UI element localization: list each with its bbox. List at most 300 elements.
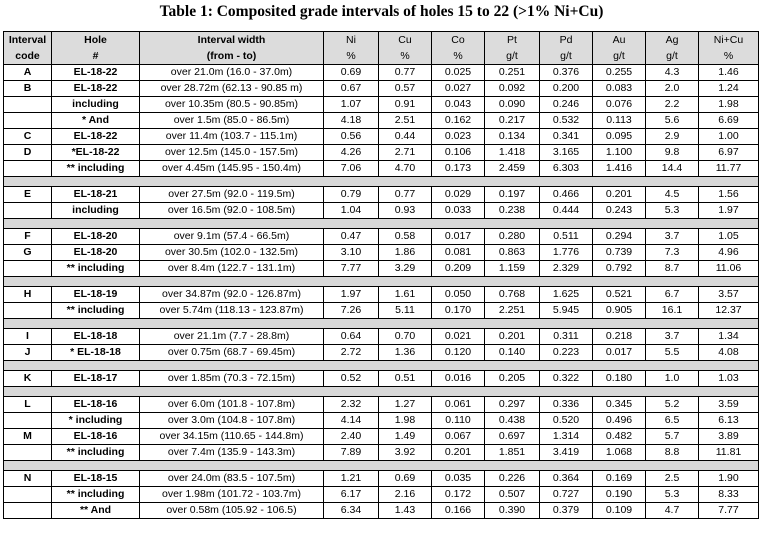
cell-interval: over 1.98m (101.72 - 103.7m)	[140, 487, 324, 503]
header-co-unit: %	[432, 48, 485, 65]
cell-co: 0.035	[432, 471, 485, 487]
cell-ni: 0.47	[324, 229, 379, 245]
cell-cu: 0.57	[379, 81, 432, 97]
cell-code: A	[4, 65, 52, 81]
cell-hole: EL-18-22	[52, 81, 140, 97]
cell-code	[4, 303, 52, 319]
cell-pd: 0.511	[540, 229, 593, 245]
cell-ag: 2.0	[646, 81, 699, 97]
header-co-name: Co	[432, 32, 485, 49]
cell-ag: 5.6	[646, 113, 699, 129]
cell-pt: 0.251	[485, 65, 540, 81]
cell-interval: over 16.5m (92.0 - 108.5m)	[140, 203, 324, 219]
cell-ni: 2.40	[324, 429, 379, 445]
cell-au: 0.496	[593, 413, 646, 429]
cell-code: L	[4, 397, 52, 413]
table-row	[4, 97, 759, 113]
cell-code	[4, 503, 52, 519]
cell-au: 0.095	[593, 129, 646, 145]
cell-ni: 0.69	[324, 65, 379, 81]
cell-cu: 0.77	[379, 187, 432, 203]
cell-pt: 1.159	[485, 261, 540, 277]
cell-code	[4, 487, 52, 503]
cell-hole: EL-18-22	[52, 65, 140, 81]
cell-ag: 2.5	[646, 471, 699, 487]
cell-au: 0.345	[593, 397, 646, 413]
cell-ni: 4.14	[324, 413, 379, 429]
table-row	[4, 145, 759, 161]
table-row	[4, 471, 759, 487]
cell-cu: 1.61	[379, 287, 432, 303]
cell-ni: 0.79	[324, 187, 379, 203]
cell-pd: 0.727	[540, 487, 593, 503]
cell-au: 0.792	[593, 261, 646, 277]
cell-pd: 3.419	[540, 445, 593, 461]
cell-nicu: 6.97	[699, 145, 759, 161]
cell-pt: 0.863	[485, 245, 540, 261]
cell-pd: 1.776	[540, 245, 593, 261]
cell-pt: 1.851	[485, 445, 540, 461]
table-row	[4, 371, 759, 387]
table-row	[4, 81, 759, 97]
header-nicu-unit: %	[699, 48, 759, 65]
cell-ag: 7.3	[646, 245, 699, 261]
table-row	[4, 329, 759, 345]
separator-cell	[4, 319, 759, 329]
separator-cell	[4, 177, 759, 187]
cell-ni: 7.77	[324, 261, 379, 277]
header-pt-name: Pt	[485, 32, 540, 49]
table-row	[4, 345, 759, 361]
cell-interval: over 8.4m (122.7 - 131.1m)	[140, 261, 324, 277]
cell-interval: over 34.87m (92.0 - 126.87m)	[140, 287, 324, 303]
header-cu-unit: %	[379, 48, 432, 65]
cell-co: 0.162	[432, 113, 485, 129]
cell-co: 0.025	[432, 65, 485, 81]
header-au-unit: g/t	[593, 48, 646, 65]
separator-cell	[4, 387, 759, 397]
table-row	[4, 413, 759, 429]
cell-pd: 0.466	[540, 187, 593, 203]
cell-co: 0.027	[432, 81, 485, 97]
header-pd-name: Pd	[540, 32, 593, 49]
group-separator	[4, 277, 759, 287]
cell-nicu: 3.57	[699, 287, 759, 303]
table-row	[4, 113, 759, 129]
cell-au: 0.017	[593, 345, 646, 361]
cell-ni: 1.07	[324, 97, 379, 113]
cell-nicu: 1.03	[699, 371, 759, 387]
cell-ni: 3.10	[324, 245, 379, 261]
cell-interval: over 10.35m (80.5 - 90.85m)	[140, 97, 324, 113]
table-row	[4, 397, 759, 413]
cell-interval: over 24.0m (83.5 - 107.5m)	[140, 471, 324, 487]
cell-nicu: 1.34	[699, 329, 759, 345]
cell-interval: over 4.45m (145.95 - 150.4m)	[140, 161, 324, 177]
cell-au: 0.169	[593, 471, 646, 487]
cell-pd: 0.246	[540, 97, 593, 113]
cell-hole: ** including	[52, 303, 140, 319]
table-row	[4, 65, 759, 81]
cell-pd: 0.311	[540, 329, 593, 345]
cell-code: N	[4, 471, 52, 487]
cell-ag: 2.2	[646, 97, 699, 113]
group-separator	[4, 177, 759, 187]
table-row	[4, 129, 759, 145]
cell-co: 0.016	[432, 371, 485, 387]
cell-nicu: 11.77	[699, 161, 759, 177]
cell-hole: EL-18-18	[52, 329, 140, 345]
cell-interval: over 0.58m (105.92 - 106.5)	[140, 503, 324, 519]
cell-co: 0.173	[432, 161, 485, 177]
cell-pd: 5.945	[540, 303, 593, 319]
cell-cu: 1.49	[379, 429, 432, 445]
table-row	[4, 429, 759, 445]
cell-pd: 3.165	[540, 145, 593, 161]
cell-interval: over 21.0m (16.0 - 37.0m)	[140, 65, 324, 81]
cell-hole: ** including	[52, 161, 140, 177]
cell-pd: 1.314	[540, 429, 593, 445]
cell-co: 0.043	[432, 97, 485, 113]
table-row	[4, 287, 759, 303]
cell-co: 0.021	[432, 329, 485, 345]
cell-interval: over 12.5m (145.0 - 157.5m)	[140, 145, 324, 161]
cell-ag: 5.3	[646, 203, 699, 219]
cell-code: J	[4, 345, 52, 361]
cell-ag: 4.5	[646, 187, 699, 203]
cell-co: 0.061	[432, 397, 485, 413]
cell-pt: 0.134	[485, 129, 540, 145]
cell-hole: including	[52, 203, 140, 219]
cell-code: I	[4, 329, 52, 345]
cell-au: 0.076	[593, 97, 646, 113]
header-code-unit: code	[4, 48, 52, 65]
cell-au: 1.100	[593, 145, 646, 161]
cell-interval: over 0.75m (68.7 - 69.45m)	[140, 345, 324, 361]
table-header	[4, 32, 759, 65]
cell-ni: 2.32	[324, 397, 379, 413]
cell-nicu: 8.33	[699, 487, 759, 503]
table-row	[4, 303, 759, 319]
cell-interval: over 34.15m (110.65 - 144.8m)	[140, 429, 324, 445]
table-title: Table 1: Composited grade intervals of holes 15 to 22 (>1% Ni+Cu)	[159, 3, 604, 20]
cell-ag: 14.4	[646, 161, 699, 177]
cell-hole: EL-18-16	[52, 429, 140, 445]
cell-cu: 5.11	[379, 303, 432, 319]
cell-pt: 0.092	[485, 81, 540, 97]
cell-hole: EL-18-16	[52, 397, 140, 413]
header-cu-name: Cu	[379, 32, 432, 49]
cell-nicu: 1.97	[699, 203, 759, 219]
cell-pd: 0.223	[540, 345, 593, 361]
cell-pt: 0.226	[485, 471, 540, 487]
cell-code	[4, 113, 52, 129]
cell-hole: EL-18-20	[52, 245, 140, 261]
cell-pt: 0.280	[485, 229, 540, 245]
cell-au: 0.083	[593, 81, 646, 97]
cell-ni: 7.06	[324, 161, 379, 177]
cell-pt: 1.418	[485, 145, 540, 161]
cell-co: 0.166	[432, 503, 485, 519]
cell-ni: 0.64	[324, 329, 379, 345]
cell-ni: 0.52	[324, 371, 379, 387]
cell-nicu: 1.90	[699, 471, 759, 487]
cell-code: H	[4, 287, 52, 303]
header-hole-name: Hole	[52, 32, 140, 49]
cell-code	[4, 413, 52, 429]
cell-cu: 4.70	[379, 161, 432, 177]
cell-au: 0.739	[593, 245, 646, 261]
cell-nicu: 1.24	[699, 81, 759, 97]
table-row	[4, 487, 759, 503]
cell-co: 0.110	[432, 413, 485, 429]
cell-au: 0.243	[593, 203, 646, 219]
cell-interval: over 27.5m (92.0 - 119.5m)	[140, 187, 324, 203]
cell-ni: 1.04	[324, 203, 379, 219]
cell-cu: 3.29	[379, 261, 432, 277]
table-row	[4, 445, 759, 461]
cell-cu: 1.86	[379, 245, 432, 261]
cell-pd: 0.444	[540, 203, 593, 219]
cell-hole: ** including	[52, 487, 140, 503]
cell-au: 0.482	[593, 429, 646, 445]
cell-nicu: 1.98	[699, 97, 759, 113]
header-ni-name: Ni	[324, 32, 379, 49]
cell-interval: over 30.5m (102.0 - 132.5m)	[140, 245, 324, 261]
cell-hole: EL-18-15	[52, 471, 140, 487]
cell-interval: over 21.1m (7.7 - 28.8m)	[140, 329, 324, 345]
cell-au: 0.905	[593, 303, 646, 319]
cell-co: 0.201	[432, 445, 485, 461]
cell-au: 0.113	[593, 113, 646, 129]
cell-ag: 8.7	[646, 261, 699, 277]
cell-hole: EL-18-20	[52, 229, 140, 245]
cell-co: 0.170	[432, 303, 485, 319]
cell-nicu: 11.81	[699, 445, 759, 461]
cell-co: 0.106	[432, 145, 485, 161]
cell-pt: 0.238	[485, 203, 540, 219]
header-pd-unit: g/t	[540, 48, 593, 65]
cell-ni: 0.67	[324, 81, 379, 97]
header-code-name: Interval	[4, 32, 52, 49]
cell-ag: 16.1	[646, 303, 699, 319]
cell-code: E	[4, 187, 52, 203]
cell-ag: 5.7	[646, 429, 699, 445]
cell-pt: 0.217	[485, 113, 540, 129]
cell-cu: 0.58	[379, 229, 432, 245]
cell-au: 1.416	[593, 161, 646, 177]
group-separator	[4, 461, 759, 471]
cell-interval: over 5.74m (118.13 - 123.87m)	[140, 303, 324, 319]
cell-pt: 0.297	[485, 397, 540, 413]
cell-interval: over 3.0m (104.8 - 107.8m)	[140, 413, 324, 429]
table-row	[4, 203, 759, 219]
cell-cu: 1.43	[379, 503, 432, 519]
separator-cell	[4, 219, 759, 229]
cell-ag: 3.7	[646, 329, 699, 345]
group-separator	[4, 319, 759, 329]
cell-cu: 0.93	[379, 203, 432, 219]
cell-au: 0.255	[593, 65, 646, 81]
cell-pd: 0.364	[540, 471, 593, 487]
cell-nicu: 6.13	[699, 413, 759, 429]
cell-code: G	[4, 245, 52, 261]
cell-co: 0.172	[432, 487, 485, 503]
header-pt-unit: g/t	[485, 48, 540, 65]
cell-pd: 0.336	[540, 397, 593, 413]
table-row	[4, 261, 759, 277]
cell-pt: 0.140	[485, 345, 540, 361]
cell-au: 0.190	[593, 487, 646, 503]
cell-hole: * EL-18-18	[52, 345, 140, 361]
cell-code: K	[4, 371, 52, 387]
cell-au: 0.180	[593, 371, 646, 387]
cell-nicu: 1.00	[699, 129, 759, 145]
cell-pt: 2.459	[485, 161, 540, 177]
cell-pd: 0.532	[540, 113, 593, 129]
cell-cu: 0.70	[379, 329, 432, 345]
cell-pd: 0.379	[540, 503, 593, 519]
cell-pd: 0.200	[540, 81, 593, 97]
cell-nicu: 3.59	[699, 397, 759, 413]
table-row	[4, 245, 759, 261]
cell-code	[4, 203, 52, 219]
cell-ni: 7.26	[324, 303, 379, 319]
cell-cu: 0.44	[379, 129, 432, 145]
cell-hole: *EL-18-22	[52, 145, 140, 161]
cell-co: 0.209	[432, 261, 485, 277]
cell-interval: over 9.1m (57.4 - 66.5m)	[140, 229, 324, 245]
cell-hole: * including	[52, 413, 140, 429]
cell-cu: 0.77	[379, 65, 432, 81]
cell-code	[4, 261, 52, 277]
cell-pt: 0.201	[485, 329, 540, 345]
cell-nicu: 4.96	[699, 245, 759, 261]
cell-code: B	[4, 81, 52, 97]
cell-code: D	[4, 145, 52, 161]
cell-nicu: 4.08	[699, 345, 759, 361]
cell-co: 0.081	[432, 245, 485, 261]
cell-cu: 1.27	[379, 397, 432, 413]
cell-ag: 4.7	[646, 503, 699, 519]
cell-nicu: 6.69	[699, 113, 759, 129]
cell-pt: 0.390	[485, 503, 540, 519]
cell-pt: 0.507	[485, 487, 540, 503]
cell-cu: 0.91	[379, 97, 432, 113]
cell-pt: 0.197	[485, 187, 540, 203]
table-row	[4, 161, 759, 177]
cell-ag: 3.7	[646, 229, 699, 245]
cell-ag: 2.9	[646, 129, 699, 145]
separator-cell	[4, 461, 759, 471]
cell-au: 0.201	[593, 187, 646, 203]
group-separator	[4, 219, 759, 229]
cell-hole: EL-18-17	[52, 371, 140, 387]
cell-co: 0.017	[432, 229, 485, 245]
cell-nicu: 1.05	[699, 229, 759, 245]
cell-cu: 2.71	[379, 145, 432, 161]
cell-ni: 1.97	[324, 287, 379, 303]
cell-code	[4, 97, 52, 113]
separator-cell	[4, 361, 759, 371]
cell-nicu: 1.56	[699, 187, 759, 203]
cell-ag: 5.3	[646, 487, 699, 503]
cell-ag: 5.2	[646, 397, 699, 413]
table-row	[4, 503, 759, 519]
cell-pd: 0.322	[540, 371, 593, 387]
cell-interval: over 1.5m (85.0 - 86.5m)	[140, 113, 324, 129]
cell-ag: 8.8	[646, 445, 699, 461]
cell-ag: 6.7	[646, 287, 699, 303]
cell-pt: 0.205	[485, 371, 540, 387]
cell-hole: ** including	[52, 445, 140, 461]
cell-au: 0.218	[593, 329, 646, 345]
cell-ni: 7.89	[324, 445, 379, 461]
table-row	[4, 187, 759, 203]
cell-au: 0.521	[593, 287, 646, 303]
cell-ni: 4.18	[324, 113, 379, 129]
cell-ag: 9.8	[646, 145, 699, 161]
header-au-name: Au	[593, 32, 646, 49]
cell-cu: 1.98	[379, 413, 432, 429]
cell-co: 0.067	[432, 429, 485, 445]
header-nicu-name: Ni+Cu	[699, 32, 759, 49]
cell-pd: 0.341	[540, 129, 593, 145]
table-body	[4, 65, 759, 519]
separator-cell	[4, 277, 759, 287]
cell-pt: 0.697	[485, 429, 540, 445]
cell-interval: over 11.4m (103.7 - 115.1m)	[140, 129, 324, 145]
cell-interval: over 7.4m (135.9 - 143.3m)	[140, 445, 324, 461]
group-separator	[4, 361, 759, 371]
header-ni-unit: %	[324, 48, 379, 65]
cell-hole: including	[52, 97, 140, 113]
cell-code: M	[4, 429, 52, 445]
cell-code: C	[4, 129, 52, 145]
cell-pd: 0.376	[540, 65, 593, 81]
cell-code	[4, 445, 52, 461]
cell-cu: 1.36	[379, 345, 432, 361]
cell-ni: 0.56	[324, 129, 379, 145]
cell-code	[4, 161, 52, 177]
table-row	[4, 229, 759, 245]
cell-co: 0.033	[432, 203, 485, 219]
cell-ag: 1.0	[646, 371, 699, 387]
cell-au: 0.109	[593, 503, 646, 519]
cell-pt: 0.090	[485, 97, 540, 113]
header-ag-name: Ag	[646, 32, 699, 49]
cell-pt: 0.438	[485, 413, 540, 429]
cell-cu: 2.51	[379, 113, 432, 129]
cell-co: 0.120	[432, 345, 485, 361]
cell-nicu: 1.46	[699, 65, 759, 81]
cell-co: 0.023	[432, 129, 485, 145]
cell-interval: over 28.72m (62.13 - 90.85 m)	[140, 81, 324, 97]
cell-ag: 5.5	[646, 345, 699, 361]
cell-hole: EL-18-22	[52, 129, 140, 145]
header-interval-name: Interval width	[140, 32, 324, 49]
cell-cu: 2.16	[379, 487, 432, 503]
cell-ni: 1.21	[324, 471, 379, 487]
cell-cu: 0.51	[379, 371, 432, 387]
cell-hole: EL-18-19	[52, 287, 140, 303]
cell-ni: 6.34	[324, 503, 379, 519]
header-hole-unit: #	[52, 48, 140, 65]
cell-au: 1.068	[593, 445, 646, 461]
cell-pd: 1.625	[540, 287, 593, 303]
header-interval-unit: (from - to)	[140, 48, 324, 65]
cell-cu: 0.69	[379, 471, 432, 487]
